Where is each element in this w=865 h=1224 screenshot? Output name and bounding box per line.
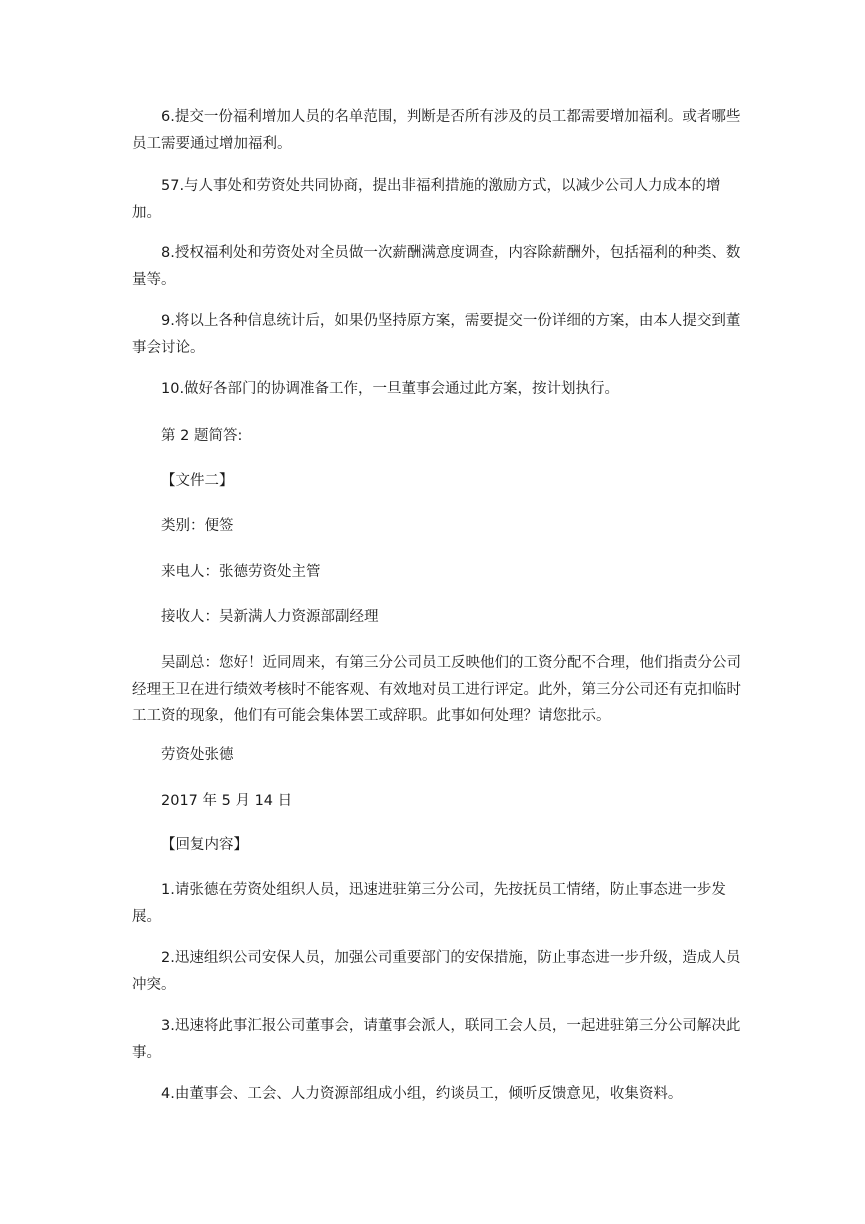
reply-item-1: 1.请张德在劳资处组织人员，迅速进驻第三分公司，先按抚员工情绪，防止事态进一步发展。: [132, 882, 726, 925]
reply-heading: 【回复内容】: [161, 837, 248, 853]
paragraph-item-9: 9.将以上各种信息统计后，如果仍坚持原方案，需要提交一份详细的方案，由本人提交到董事会讨论。: [132, 313, 741, 356]
reply-item-4: 4.由董事会、工会、人力资源部组成小组，约谈员工，倾听反馈意见，收集资料。: [161, 1086, 683, 1102]
file-heading: 【文件二】: [161, 473, 234, 489]
memo-body: 吴副总：您好！近同周来，有第三分公司员工反映他们的工资分配不合理，他们指责分公司经理王卫在进行绩效考核时不能客观、有效地对员工进行评定。此外，第三分公司还有克扣临时工工资的现象，他们有可能会集体罢工或辞职。此事如何处理？请您批示。: [132, 655, 741, 724]
category-line: 类别：便签: [161, 518, 234, 534]
receiver-line: 接收人：吴新满人力资源部副经理: [161, 609, 379, 625]
question-heading: 第 2 题简答:: [161, 428, 243, 444]
reply-item-2: 2.迅速组织公司安保人员，加强公司重要部门的安保措施，防止事态进一步升级，造成人员冲突。: [132, 950, 741, 993]
paragraph-item-10: 10.做好各部门的协调准备工作，一旦董事会通过此方案，按计划执行。: [161, 381, 620, 397]
caller-line: 来电人：张德劳资处主管: [161, 564, 321, 580]
reply-item-3: 3.迅速将此事汇报公司董事会，请董事会派人，联同工会人员，一起进驻第三分公司解决此事。: [132, 1018, 741, 1061]
paragraph-item-6: 6.提交一份福利增加人员的名单范围，判断是否所有涉及的员工都需要增加福利。或者哪些员工需要通过增加福利。: [132, 109, 741, 152]
paragraph-item-8: 8.授权福利处和劳资处对全员做一次薪酬满意度调查，内容除薪酬外，包括福利的种类、数量等。: [132, 245, 741, 288]
memo-signature: 劳资处张德: [161, 747, 234, 763]
paragraph-item-57: 57.与人事处和劳资处共同协商，提出非福利措施的激励方式，以减少公司人力成本的增加。: [132, 178, 721, 221]
memo-date: 2017 年 5 月 14 日: [161, 793, 293, 809]
